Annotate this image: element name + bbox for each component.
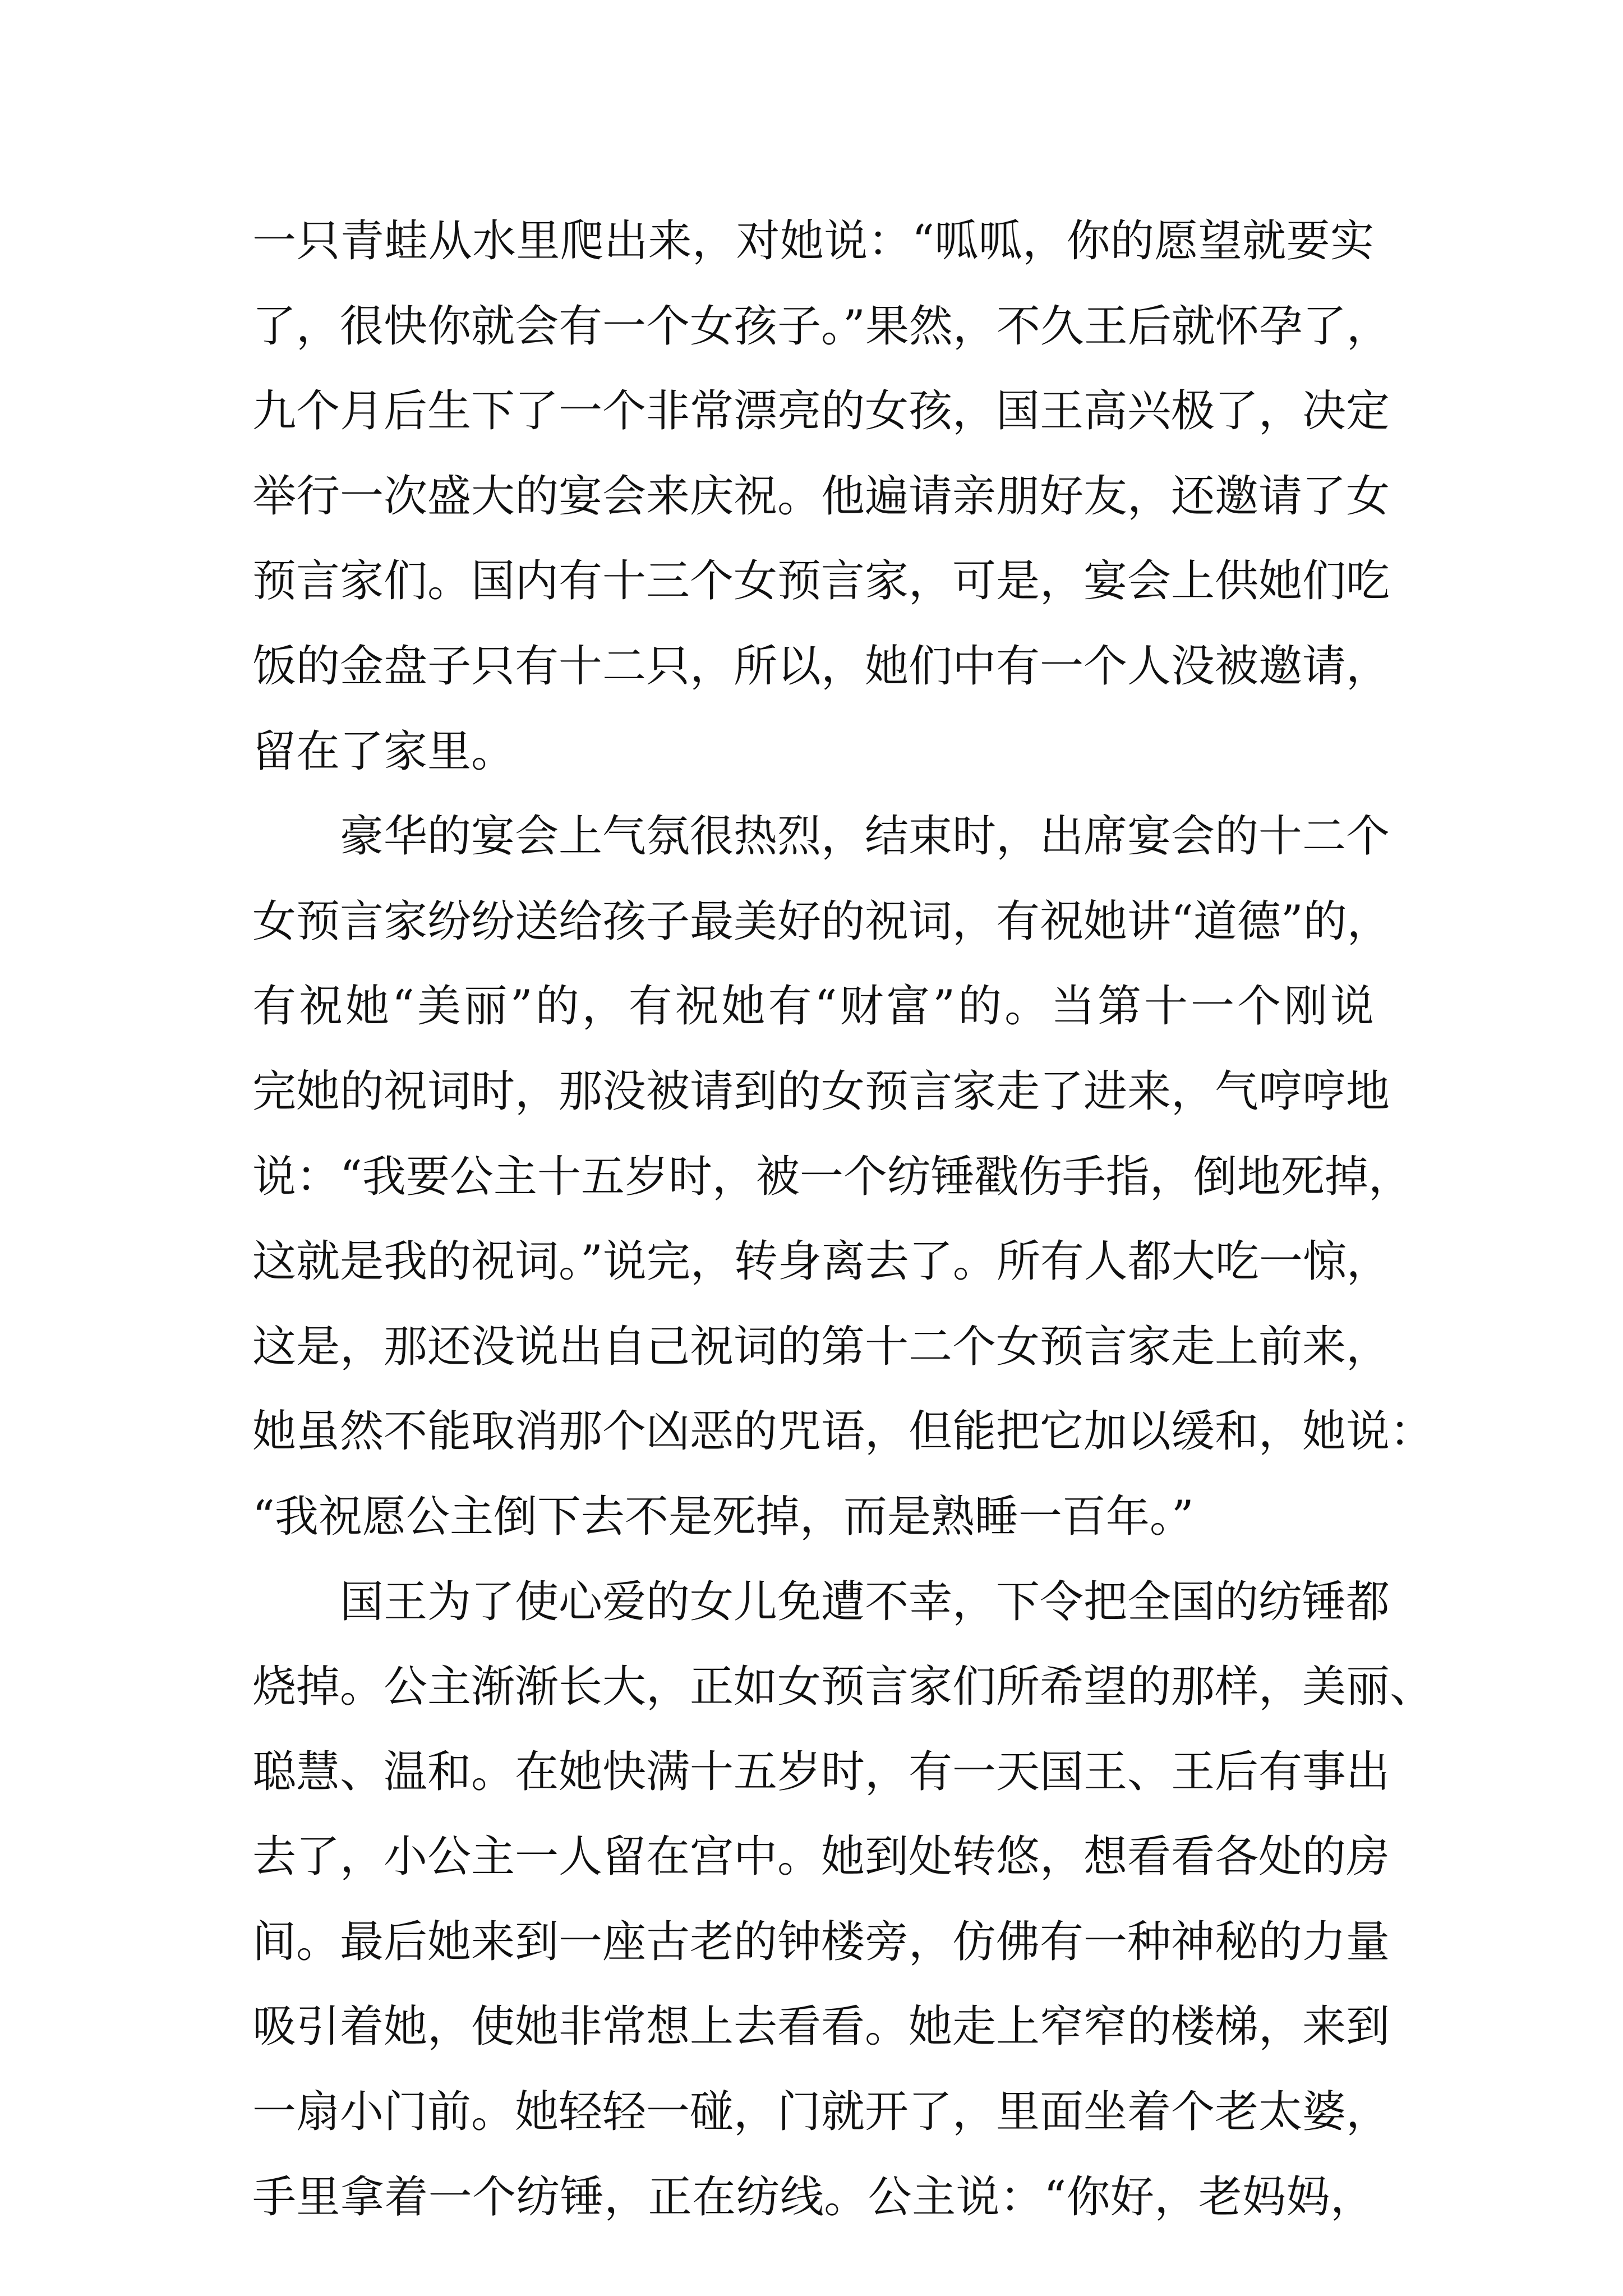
text-line: 饭的金盘子只有十二只，所以，她们中有一个人没被邀请，	[252, 641, 1390, 692]
text-line: 豪华的宴会上气氛很热烈，结束时，出席宴会的十二个	[252, 811, 1390, 862]
text-line: 去了，小公主一人留在宫中。她到处转悠，想看看各处的房	[252, 1832, 1390, 1883]
text-line: 举行一次盛大的宴会来庆祝。他遍请亲朋好友，还邀请了女	[252, 471, 1390, 522]
text-line: 完她的祝词时，那没被请到的女预言家走了进来，气哼哼地	[252, 1066, 1390, 1117]
text-line: 聪慧、温和。在她快满十五岁时，有一天国王、王后有事出	[252, 1746, 1390, 1797]
story-text	[252, 199, 1434, 2240]
text-line: 一只青蛙从水里爬出来，对她说：“呱呱，你的愿望就要实	[252, 216, 1374, 266]
text-line: 了，很快你就会有一个女孩子。”果然，不久王后就怀孕了，	[252, 301, 1390, 352]
text-line: 烧掉。公主渐渐长大，正如女预言家们所希望的那样，美丽、	[252, 1662, 1434, 1713]
text-line: 九个月后生下了一个非常漂亮的女孩，国王高兴极了，决定	[252, 386, 1390, 437]
text-line: 女预言家纷纷送给孩子最美好的祝词，有祝她讲“道德”的，	[252, 896, 1391, 947]
text-line: 留在了家里。	[252, 726, 515, 777]
text-line: 吸引着她，使她非常想上去看看。她走上窄窄的楼梯，来到	[252, 2001, 1390, 2053]
text-line: 预言家们。国内有十三个女预言家，可是，宴会上供她们吃	[252, 556, 1390, 607]
text-line: 这就是我的祝词。”说完，转身离去了。所有人都大吃一惊，	[252, 1236, 1390, 1287]
text-line: 说：“我要公主十五岁时，被一个纺锤戳伤手指，倒地死掉，	[252, 1151, 1412, 1202]
text-line: 有祝她“美丽”的，有祝她有“财富”的。当第十一个刚说	[252, 981, 1374, 1032]
text-line: 她虽然不能取消那个凶恶的咒语，但能把它加以缓和，她说：	[252, 1406, 1434, 1457]
text-line: 国王为了使心爱的女儿免遭不幸，下令把全国的纺锤都	[252, 1576, 1390, 1627]
text-line: 间。最后她来到一座古老的钟楼旁，仿佛有一种神秘的力量	[252, 1916, 1390, 1967]
text-line: 一扇小门前。她轻轻一碰，门就开了，里面坐着个老太婆，	[252, 2087, 1390, 2138]
text-line: 这是，那还没说出自己祝词的第十二个女预言家走上前来，	[252, 1321, 1390, 1372]
text-line: “我祝愿公主倒下去不是死掉，而是熟睡一百年。”	[252, 1491, 1194, 1542]
text-line: 手里拿着一个纺锤，正在纺线。公主说：“你好，老妈妈，	[252, 2171, 1374, 2223]
